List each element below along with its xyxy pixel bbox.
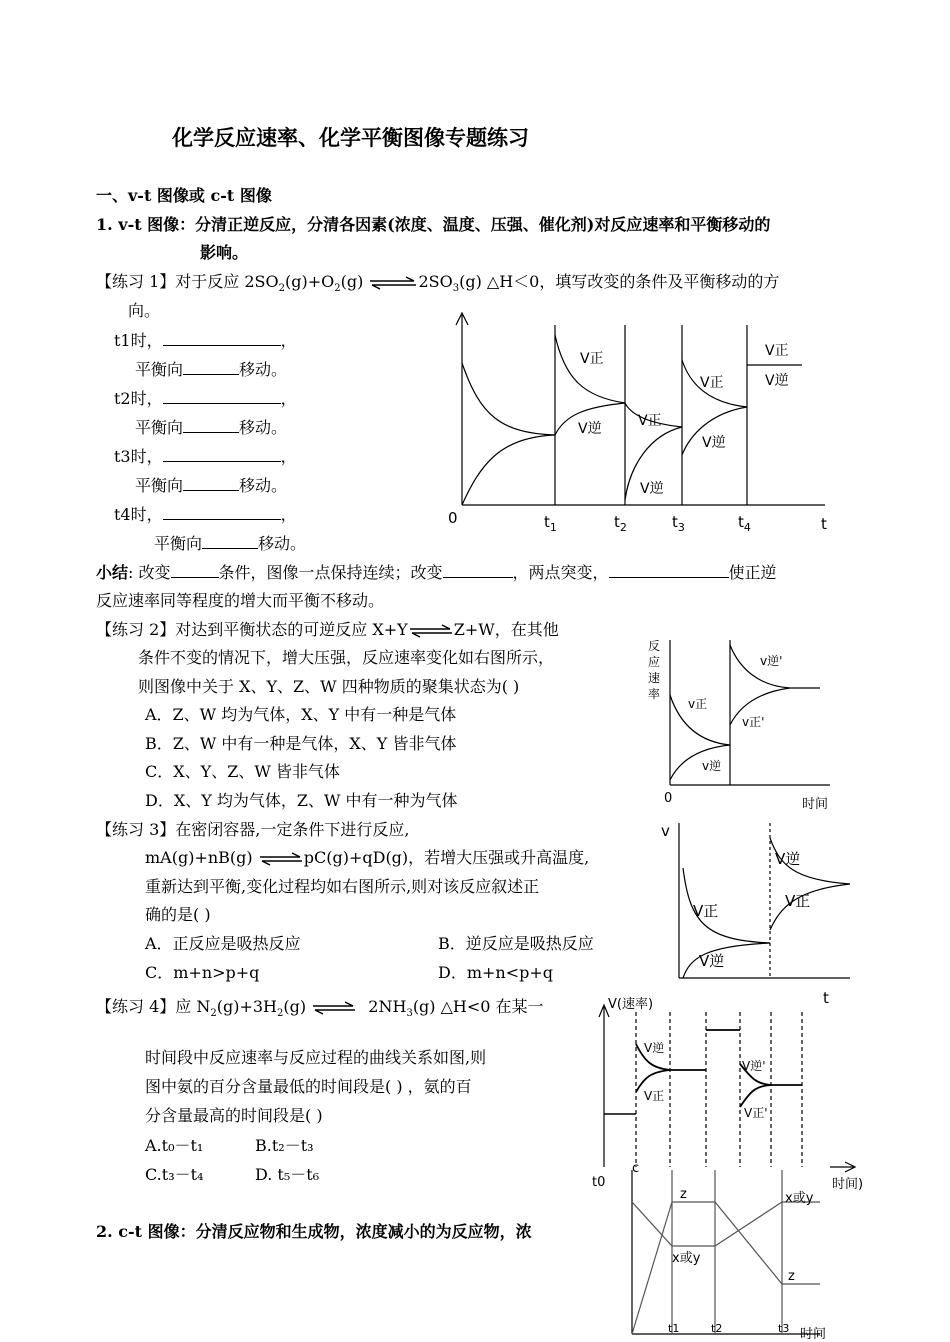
ex1-label-vz2: V正 bbox=[638, 413, 662, 429]
ex1-label-vn2: V逆 bbox=[640, 481, 664, 497]
ex2-option-b: B．Z、W 中有一种是气体，X、Y 皆非气体 bbox=[145, 734, 457, 753]
ex4-option-b: B.t₂－t₃ bbox=[255, 1136, 314, 1155]
ex4-option-a: A.t₀－t₁ bbox=[145, 1136, 204, 1155]
ex4-label-vnp: V逆' bbox=[742, 1059, 766, 1073]
ex2-zero: 0 bbox=[664, 791, 673, 806]
ct-label-xy1: x或y bbox=[672, 1251, 701, 1266]
ex1-axis-t3: $t_3$ bbox=[672, 513, 685, 534]
ct-label-z2: z bbox=[788, 1269, 795, 1284]
ex4-axis-label: V(速率) bbox=[608, 997, 654, 1012]
ex4-line3: 图中氨的百分含量最低的时间段是( ) ，氨的百 bbox=[145, 1077, 472, 1096]
ex1-t4: t4时， ， bbox=[114, 505, 297, 524]
ex3-option-c: C．m+n>p+q bbox=[145, 963, 260, 982]
item2-text: 2. c-t 图像：分清反应物和生成物，浓度减小的为反应物，浓 bbox=[96, 1222, 532, 1241]
ex1-t3: t3时， ， bbox=[114, 447, 297, 466]
equilibrium-arrow-icon bbox=[408, 624, 454, 638]
ex3-line4: 确的是( ) bbox=[145, 905, 211, 924]
ex1-axis-t: t bbox=[821, 515, 827, 533]
ex4-t0: t0 bbox=[592, 1175, 606, 1190]
ex1-vt-graph bbox=[440, 305, 850, 535]
ex1-label-vn4: V逆 bbox=[765, 373, 789, 389]
ex1-label-vn3: V逆 bbox=[702, 435, 726, 451]
ex2-line2: 条件不变的情况下，增大压强，反应速率变化如右图所示， bbox=[138, 648, 555, 667]
ex3-line3: 重新达到平衡,变化过程均如右图所示,则对该反应叙述正 bbox=[145, 877, 540, 896]
ex3-label-vn2: V逆 bbox=[775, 850, 801, 868]
ct-label-xy2: x或y bbox=[785, 1191, 814, 1206]
ct-axis-c: c bbox=[632, 1161, 640, 1176]
ct-label-z1: z bbox=[680, 1187, 687, 1202]
ex1-label-vz1: V正 bbox=[580, 351, 604, 367]
ex2-label-vzp: v正' bbox=[742, 715, 765, 729]
ex2-label-vnp: v逆' bbox=[760, 654, 783, 668]
ex3-label-vz2: V正 bbox=[785, 892, 811, 910]
ex1-label-vn1: V逆 bbox=[578, 421, 602, 437]
ex3-line1: 【练习 3】在密闭容器,一定条件下进行反应, bbox=[96, 820, 410, 839]
ex3-label-vn1: V逆 bbox=[699, 952, 725, 970]
ex4-label-vzp: V正' bbox=[744, 1106, 768, 1120]
ex1-axis-t2: $t_2$ bbox=[614, 513, 627, 534]
ex2-line3: 则图像中关于 X、Y、Z、W 四种物质的聚集状态为( ) bbox=[138, 677, 520, 696]
summary-line2: 反应速率同等程度的增大而平衡不移动。 bbox=[96, 591, 385, 610]
equilibrium-arrow-icon bbox=[258, 852, 304, 866]
ex2-option-d: D．X、Y 均为气体，Z、W 中有一种为气体 bbox=[145, 791, 458, 810]
ex1-t4-balance: 平衡向 移动。 bbox=[154, 534, 307, 553]
ex3-line2: mA(g)+nB(g) pC(g)+qD(g)，若增大压强或升高温度, bbox=[145, 848, 590, 867]
summary-line1: 小结: 改变 条件，图像一点保持连续；改变 ，两点突变， 使正逆 bbox=[96, 563, 777, 582]
item1-text: 1. v-t 图像：分清正逆反应，分清各因素(浓度、温度、压强、催化剂)对反应速率和平衡移动的 bbox=[96, 215, 771, 234]
ex1-label-vz4: V正 bbox=[765, 343, 789, 359]
ex1-label-vz3: V正 bbox=[700, 375, 724, 391]
item1-text-cont: 影响。 bbox=[200, 243, 249, 262]
ex4-label-vn: V逆 bbox=[644, 1041, 665, 1055]
ct-time: 时间 bbox=[800, 1327, 827, 1342]
ex3-axis-t: t bbox=[823, 989, 829, 1007]
ex3-option-a: A．正反应是吸热反应 bbox=[145, 934, 301, 953]
ex2-ylabel-2: 应 bbox=[648, 655, 661, 669]
ex2-label-vz: v正 bbox=[688, 697, 708, 711]
ex2-ylabel-3: 速 bbox=[648, 671, 661, 685]
ex1-t2: t2时， ， bbox=[114, 389, 297, 408]
ex1-t2-balance: 平衡向 移动。 bbox=[135, 418, 288, 437]
ex1-t3-balance: 平衡向 移动。 bbox=[135, 476, 288, 495]
ex4-line1: 【练习 4】应 $N_2(g)+3H_2(g)$ $2NH_3(g)$ △H<0 在某一 bbox=[96, 997, 544, 1020]
ex4-option-d: D. t₅－t₆ bbox=[255, 1165, 320, 1184]
ex4-label-vz: V正 bbox=[644, 1089, 665, 1103]
ex2-label-vn: v逆 bbox=[702, 759, 722, 773]
ex4-time: 时间) bbox=[832, 1177, 864, 1192]
ex1-axis-0: 0 bbox=[448, 509, 458, 527]
ex2-rate-graph bbox=[640, 630, 840, 815]
ex4-line4: 分含量最高的时间段是( ) bbox=[145, 1106, 323, 1125]
ex1-question: 【练习 1】对于反应 $2SO_2(g)+O_2(g)$ $2SO_3(g)$ △H＜0，填写改变的条件及平衡移动的方 bbox=[96, 272, 780, 295]
ex3-option-d: D．m+n<p+q bbox=[438, 963, 554, 982]
ct-graph bbox=[620, 1162, 840, 1342]
ex3-axis-v: v bbox=[661, 822, 670, 840]
ex3-option-b: B．逆反应是吸热反应 bbox=[438, 934, 594, 953]
ex2-line1: 【练习 2】对达到平衡状态的可逆反应 X+Y Z+W，在其他 bbox=[96, 620, 559, 639]
ex4-line2: 时间段中反应速率与反应过程的曲线关系如图,则 bbox=[145, 1048, 487, 1067]
page-title: 化学反应速率、化学平衡图像专题练习 bbox=[172, 126, 529, 150]
ex3-label-vz1: V正 bbox=[693, 902, 719, 920]
ct-t2: t2 bbox=[711, 1322, 723, 1335]
ex1-axis-t4: $t_4$ bbox=[738, 513, 751, 534]
ex2-option-a: A．Z、W 均为气体，X、Y 中有一种是气体 bbox=[145, 705, 457, 724]
ex3-vt-graph bbox=[655, 818, 855, 1008]
equilibrium-arrow-icon bbox=[368, 276, 418, 290]
section-heading: 一、v-t 图像或 c-t 图像 bbox=[96, 186, 272, 205]
ex2-ylabel-4: 率 bbox=[648, 687, 661, 701]
ex1-question-cont: 向。 bbox=[128, 301, 161, 320]
ex1-axis-t1: $t_1$ bbox=[544, 513, 557, 534]
ex4-option-c: C.t₃－t₄ bbox=[145, 1165, 204, 1184]
ex2-ylabel-1: 反 bbox=[648, 639, 661, 653]
ex1-t1: t1时， ， bbox=[114, 331, 297, 350]
ct-t3: t3 bbox=[778, 1322, 790, 1335]
ex2-xlabel: 时间 bbox=[802, 797, 829, 812]
ex2-option-c: C．X、Y、Z、W 皆非气体 bbox=[145, 762, 340, 781]
ex1-t1-balance: 平衡向 移动。 bbox=[135, 360, 288, 379]
ct-t1: t1 bbox=[668, 1322, 680, 1335]
equilibrium-arrow-icon bbox=[311, 1001, 357, 1015]
